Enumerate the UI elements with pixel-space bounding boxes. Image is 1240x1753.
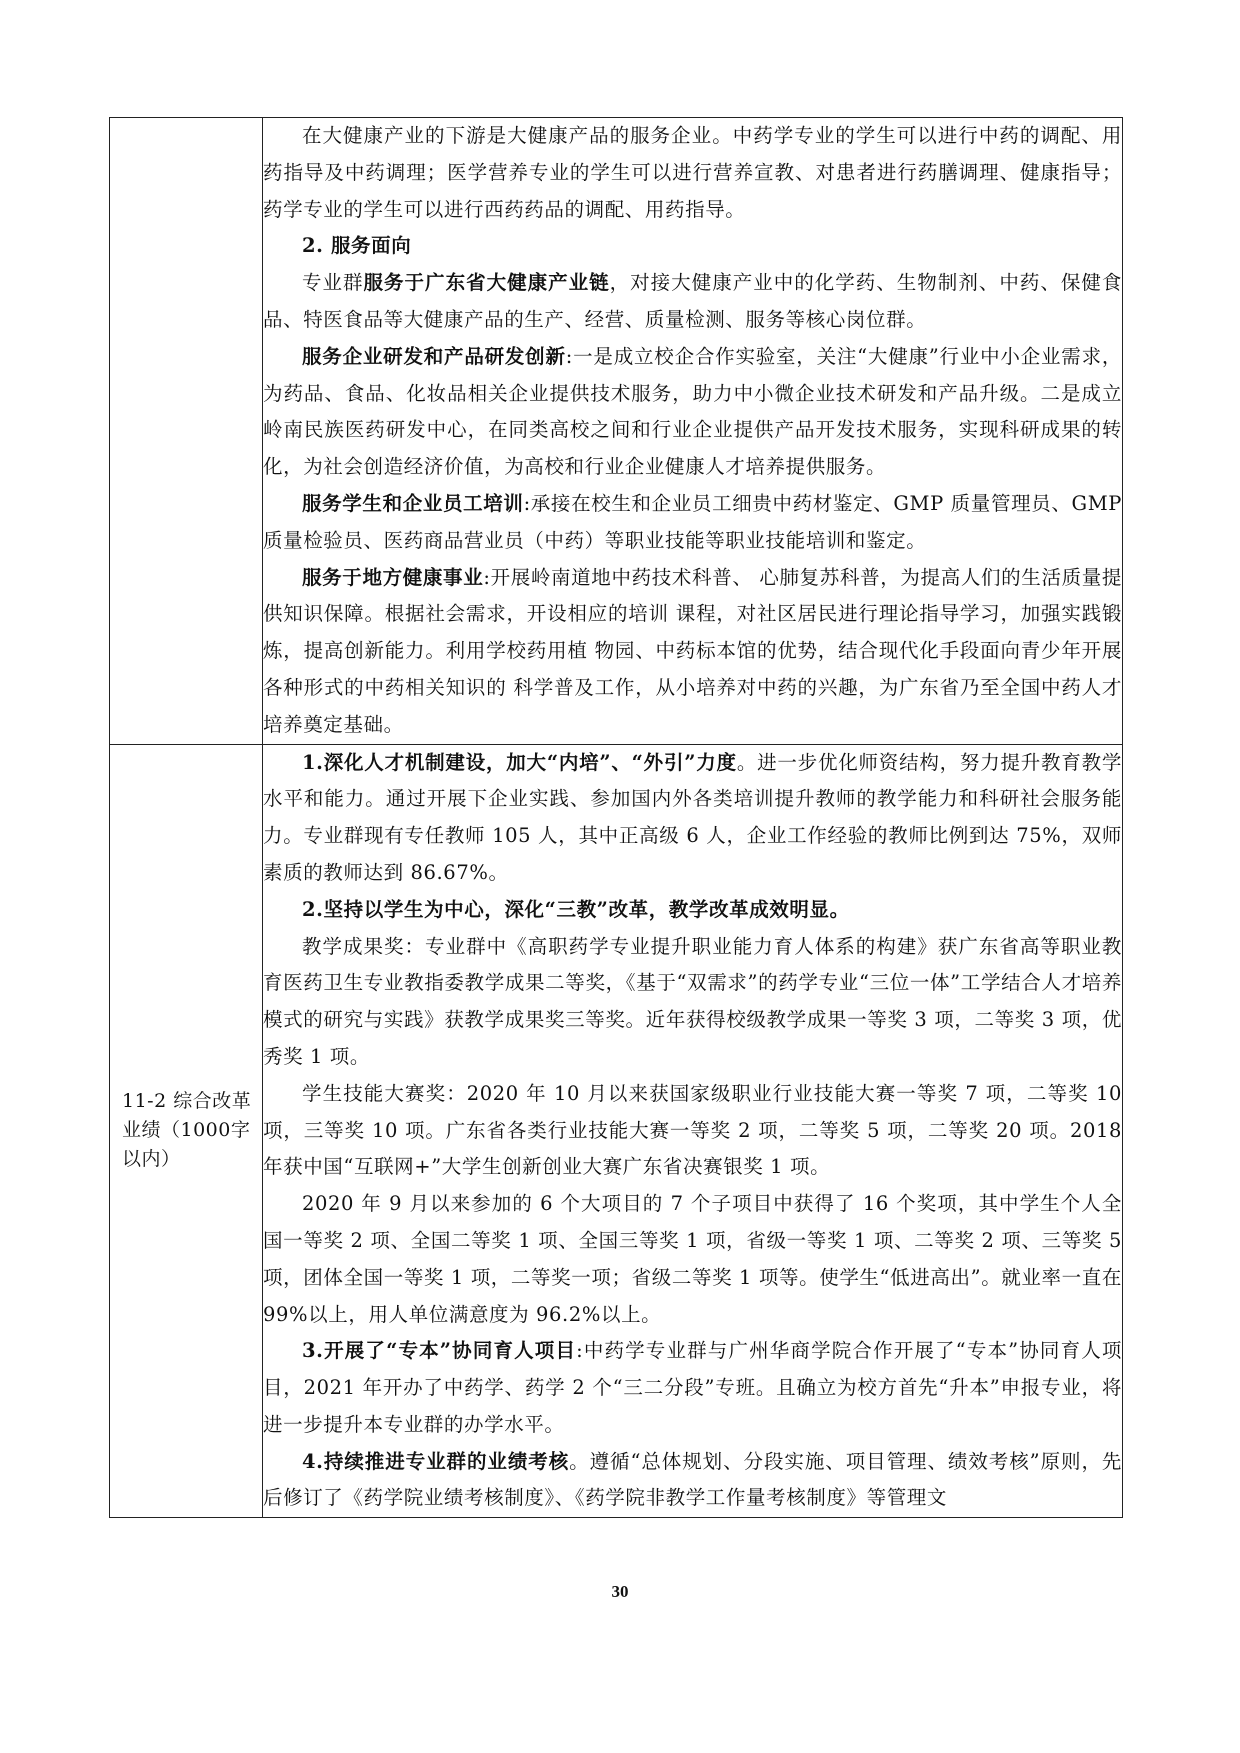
paragraph-talent-mechanism xyxy=(263,745,1122,892)
paragraph-text: 在大健康产业的下游是大健康产品的服务企业。中药学专业的学生可以进行中药的调配、用药指导及中药调理；医学营养专业的学生可以进行营养宣教、对患者进行药膳调理、健康指导；药学专业的学生可以进行西药药品的调配、用药指导。 xyxy=(263,124,1122,221)
row-content-cell xyxy=(263,744,1123,1518)
paragraph-industry-chain xyxy=(263,265,1122,339)
paragraph-rest: ，对接大健康产业中的化学药、生物制剂、中药、保健食品、特医食品等大健康产品的生产、经营、质量检测、服务等核心岗位群。 xyxy=(263,271,1122,331)
paragraph-heading: 1.深化人才机制建设，加大“内培”、“外引”力度 xyxy=(302,750,737,774)
paragraph-text: :承接在校生和企业员工细贵中药材鉴定、GMP 质量管理员、GMP 质量检验员、医药商品营业员（中药）等职业技能等职业技能培训和鉴定。 xyxy=(263,491,1122,552)
paragraph-emphasis: 服务于广东省大健康产业链 xyxy=(363,271,610,295)
table-row-reform xyxy=(110,744,1123,1518)
paragraph-award-stats xyxy=(263,1186,1122,1333)
row-label-reform: 11-2 综合改革业绩（1000字以内） xyxy=(122,1090,252,1171)
paragraph-rd-innovation xyxy=(263,339,1122,486)
section-heading-service-orientation xyxy=(263,228,1122,265)
heading-text: 2. 服务面向 xyxy=(302,234,412,258)
paragraph-local-health xyxy=(263,560,1122,744)
table-row-service xyxy=(110,118,1123,745)
paragraph-text: :开展岭南道地中药技术科普、 心肺复苏科普，为提高人们的生活质量提供知识保障。根据社会需求，开设相应的培训 课程，对社区居民进行理论指导学习，加强实践锻炼，提高创新能力。利用学校药用植 物园、中药标本馆的优势，结合现代化手段面向青少年开展各种形式的中药相关知识的 科学普及工作，从小培养对中药的兴趣，为广东省乃至全国中药人才培养奠定基础。 xyxy=(263,565,1122,736)
paragraph-heading: 服务于地方健康事业 xyxy=(302,565,484,589)
row-label-cell xyxy=(110,744,263,1518)
paragraph-performance-assessment xyxy=(263,1444,1122,1518)
paragraph-collaborative-program xyxy=(263,1333,1122,1443)
paragraph-text: 。进一步优化师资结构，努力提升教育教学水平和能力。通过开展下企业实践、参加国内外各类培训提升教师的教学能力和科研社会服务能力。专业群现有专任教师 105 人，其中正高级 6 人，企业工作经验的教师比例到达 75%，双师素质的教师达到 86.67%。 xyxy=(263,750,1122,884)
paragraph-heading: 服务学生和企业员工培训 xyxy=(302,491,524,515)
paragraph-text: 2020 年 9 月以来参加的 6 个大项目的 7 个子项目中获得了 16 个奖项，其中学生个人全国一等奖 2 项、全国二等奖 1 项、全国三等奖 1 项，省级一等奖 1 项、二等奖 2 项、三等奖 5 项，团体全国一等奖 1 项，二等奖一项；省级二等奖 1 项等。使学生“低进高出”。就业率一直在 99%以上，用人单位满意度为 96.2%以上。 xyxy=(263,1192,1122,1326)
paragraph-downstream xyxy=(263,118,1122,228)
paragraph-text: 。遵循“总体规划、分段实施、项目管理、绩效考核”原则，先后修订了《药学院业绩考核制度》、《药学院非教学工作量考核制度》等管理文 xyxy=(263,1449,1122,1510)
paragraph-text: 教学成果奖：专业群中《高职药学专业提升职业能力育人体系的构建》获广东省高等职业教育医药卫生专业教指委教学成果二等奖，《基于“双需求”的药学专业“三位一体”工学结合人才培养模式的研究与实践》获教学成果奖三等奖。近年获得校级教学成果一等奖 3 项，二等奖 3 项，优秀奖 1 项。 xyxy=(263,934,1122,1068)
paragraph-heading: 3.开展了“专本”协同育人项目 xyxy=(302,1339,577,1363)
row-content-cell xyxy=(263,118,1123,745)
paragraph-text: :一是成立校企合作实验室，关注“大健康”行业中小企业需求，为药品、食品、化妆品相关企业提供技术服务，助力中小微企业技术研发和产品升级。二是成立岭南民族医药研发中心，在同类高校之间和行业企业提供产品开发技术服务，实现科研成果的转化，为社会创造经济价值，为高校和行业企业健康人才培养提供服务。 xyxy=(263,344,1122,479)
paragraph-teaching-awards xyxy=(263,929,1122,1076)
paragraph-heading: 2.坚持以学生为中心，深化“三教”改革，教学改革成效明显。 xyxy=(302,897,850,921)
paragraph-heading: 4.持续推进专业群的业绩考核 xyxy=(302,1449,570,1473)
paragraph-heading: 服务企业研发和产品研发创新 xyxy=(302,344,566,368)
paragraph-lead: 专业群 xyxy=(302,271,364,295)
row-label-cell xyxy=(110,118,263,745)
paragraph-student-centered xyxy=(263,892,1122,929)
form-table xyxy=(109,117,1123,1518)
paragraph-training xyxy=(263,486,1122,560)
paragraph-skills-contest xyxy=(263,1076,1122,1186)
paragraph-text: 学生技能大赛奖：2020 年 10 月以来获国家级职业行业技能大赛一等奖 7 项，二等奖 10 项，三等奖 10 项。广东省各类行业技能大赛一等奖 2 项，二等奖 5 项，二等奖 20 项。2018 年获中国“互联网+”大学生创新创业大赛广东省决赛银奖 1 项。 xyxy=(263,1081,1122,1179)
paragraph-text: :中药学专业群与广州华商学院合作开展了“专本”协同育人项目，2021 年开办了中药学、药学 2 个“三二分段”专班。且确立为校方首先“升本”申报专业，将进一步提升本专业群的办学水平。 xyxy=(263,1339,1122,1436)
page-number: 30 xyxy=(611,1582,629,1601)
